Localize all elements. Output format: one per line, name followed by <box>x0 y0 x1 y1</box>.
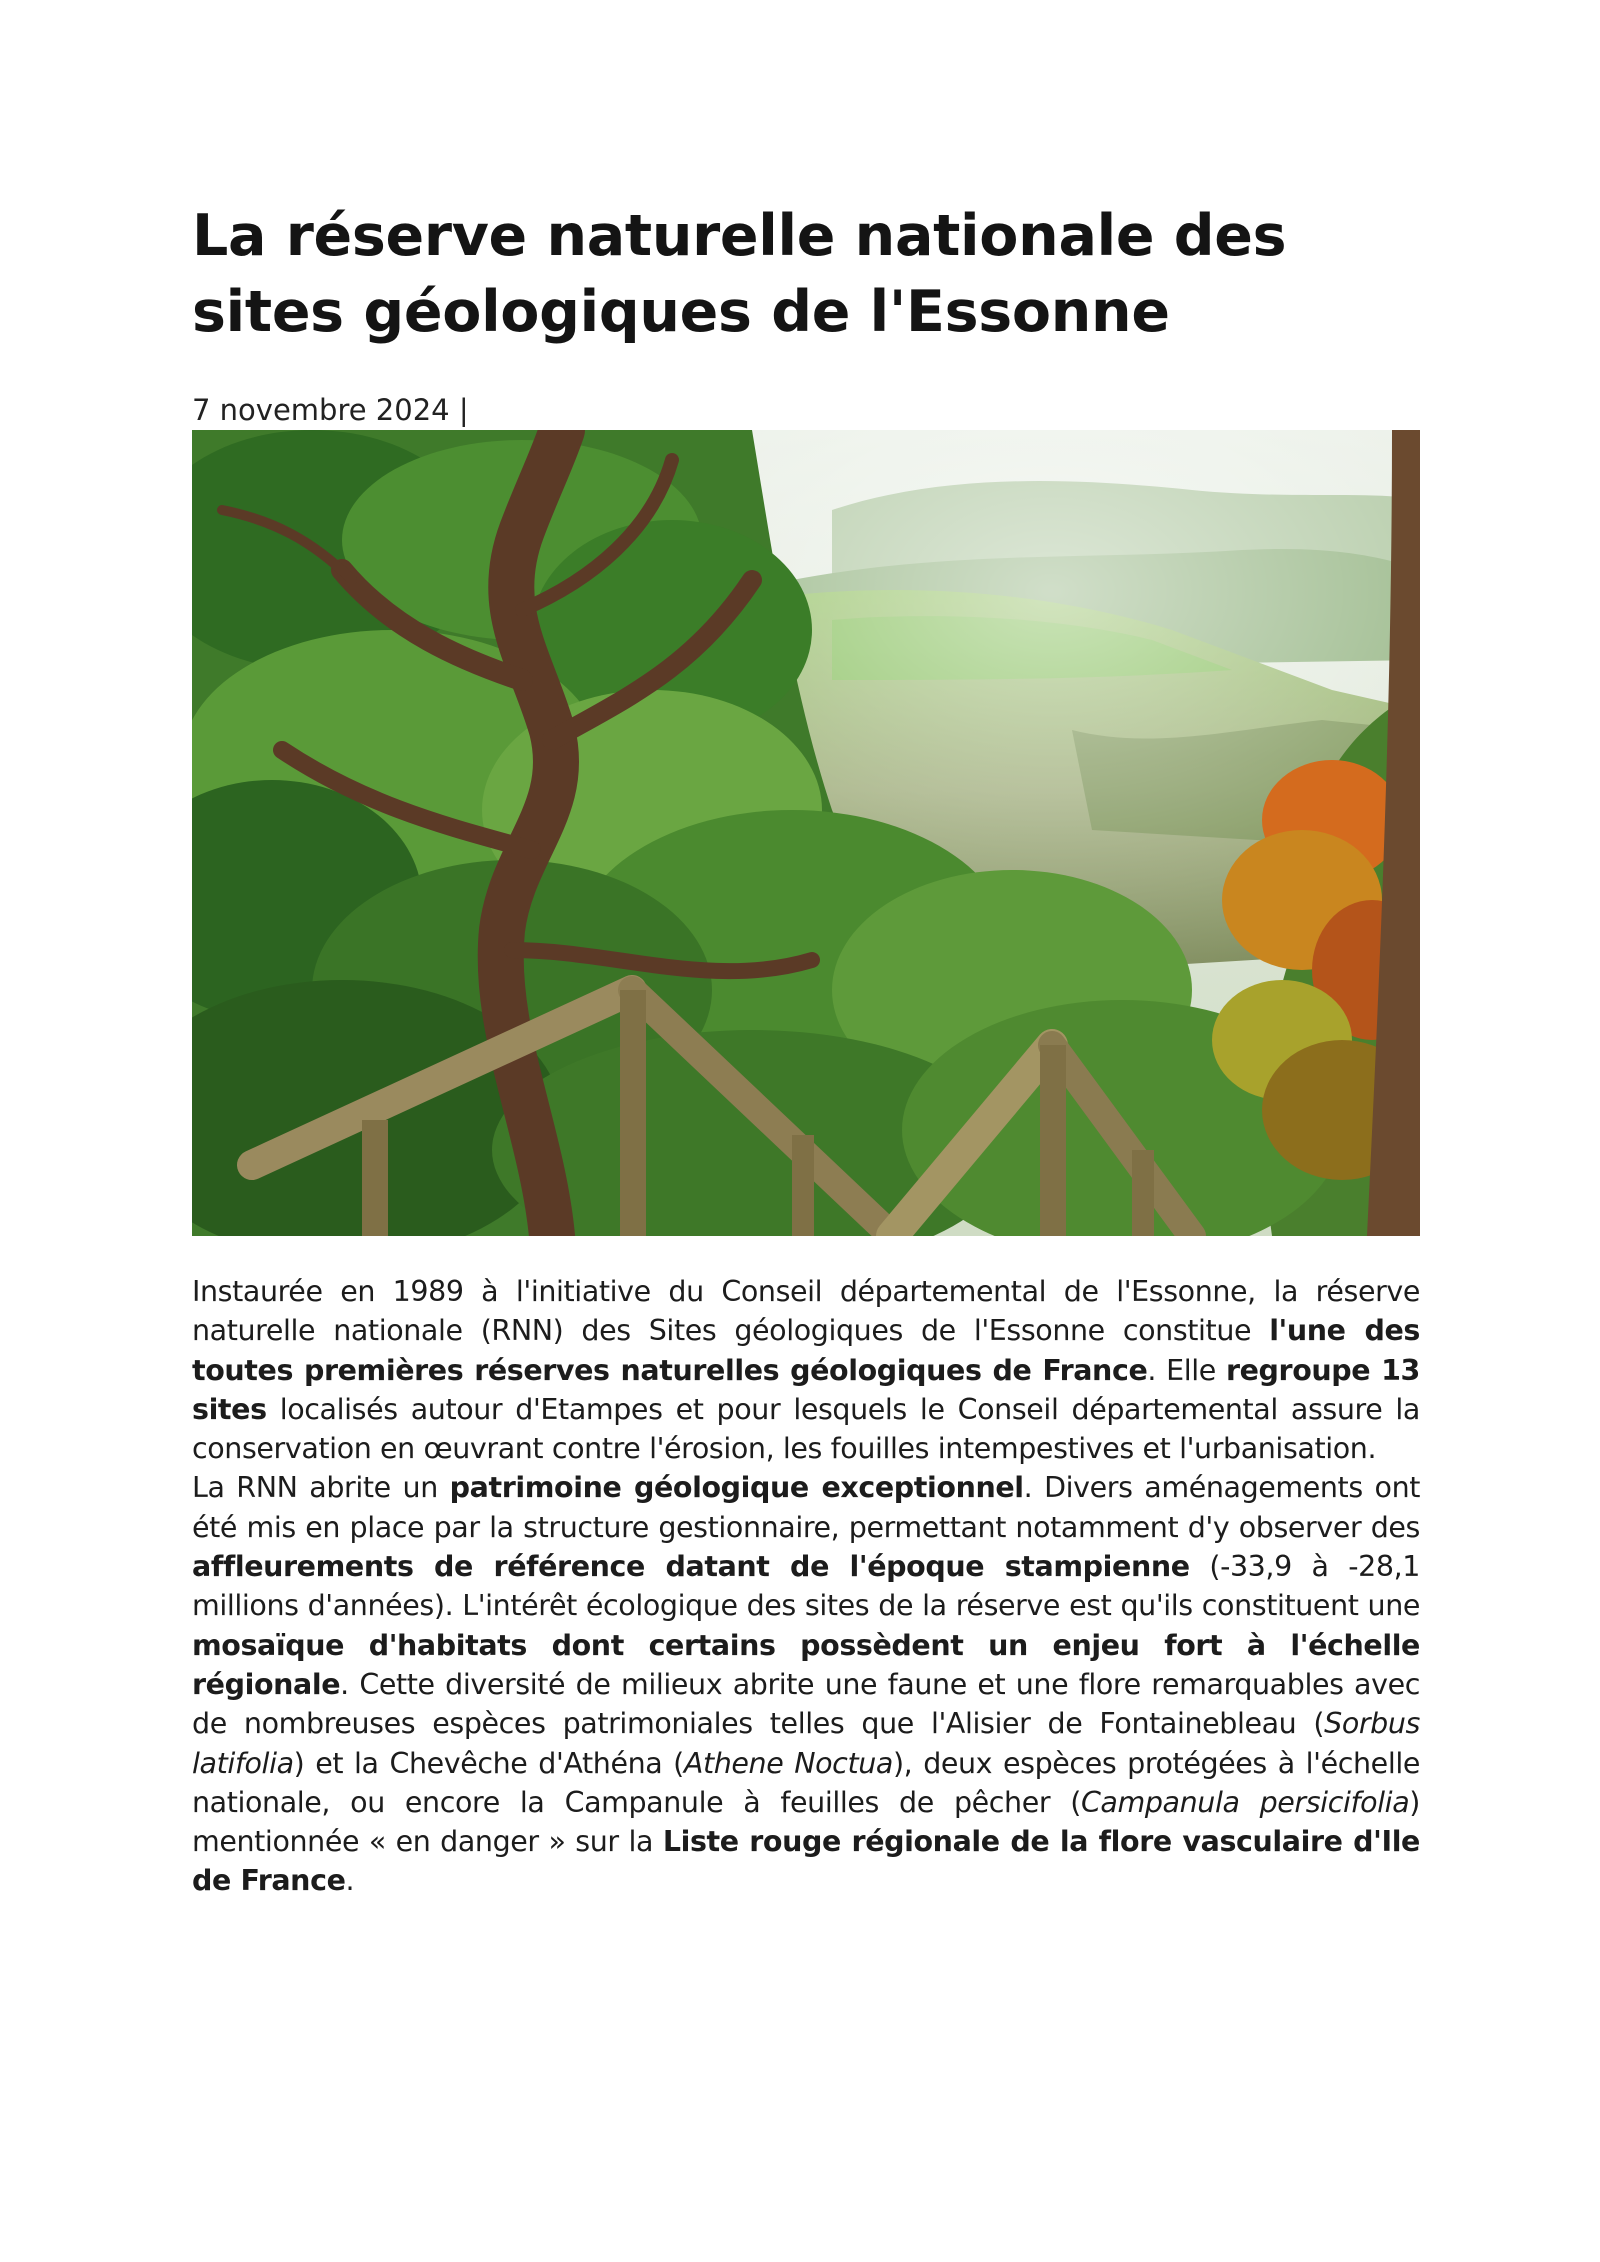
text-run: ) et la Chevêche d'Athéna ( <box>293 1746 684 1780</box>
text-run: Instaurée en 1989 à l'initiative du Conseil départemental de l'Essonne, la réserve naturelle nationale (RNN) des Sites géologiques de l'Essonne constitue <box>192 1275 1420 1348</box>
bold-text: l'une des toutes premières réserves naturelles géologiques de France <box>192 1314 1420 1387</box>
bold-text: affleurements de référence datant de l'époque stampienne <box>192 1550 1190 1584</box>
text-run: La RNN abrite un <box>192 1471 450 1505</box>
text-run: ) mentionnée « en danger » sur la <box>192 1785 1420 1859</box>
article-title: La réserve naturelle nationale des sites géologiques de l'Essonne <box>192 203 1287 345</box>
italic-text: Sorbus latifolia <box>192 1707 1420 1780</box>
italic-text: Campanula persicifolia <box>1080 1785 1410 1819</box>
body-paragraph <box>192 1272 1420 1468</box>
text-run: . <box>345 1864 355 1898</box>
text-run: . Elle <box>1147 1353 1226 1387</box>
text-run: (-33,9 à -28,1 millions d'années). L'intérêt écologique des sites de la réserve est qu'ils constituent une <box>192 1550 1420 1623</box>
article-date: 7 novembre 2024 | <box>192 393 469 427</box>
article-body <box>192 1272 1420 1901</box>
bold-text: regroupe 13 sites <box>192 1353 1420 1426</box>
article-photo <box>192 430 1420 1236</box>
text-run: . Cette diversité de milieux abrite une faune et une flore remarquables avec de nombreuses espèces patrimoniales telles que l'Alisier de Fontainebleau ( <box>192 1667 1420 1741</box>
text-run: localisés autour d'Etampes et pour lesquels le Conseil départemental assure la conservation en œuvrant contre l'érosion, les fouilles intempestives et l'urbanisation. <box>192 1392 1420 1466</box>
text-run: . Divers aménagements ont été mis en place par la structure gestionnaire, permettant notamment d'y observer des <box>192 1471 1421 1544</box>
italic-text: Athene Noctua <box>683 1746 893 1780</box>
bold-text: Liste rouge régionale de la flore vasculaire d'Ile de France <box>192 1825 1420 1898</box>
body-paragraph <box>192 1468 1420 1900</box>
bold-text: mosaïque d'habitats dont certains possèdent un enjeu fort à l'échelle régionale <box>192 1628 1420 1701</box>
bold-text: patrimoine géologique exceptionnel <box>449 1471 1024 1505</box>
text-run: ), deux espèces protégées à l'échelle nationale, ou encore la Campanule à feuilles de pêcher ( <box>192 1746 1420 1819</box>
